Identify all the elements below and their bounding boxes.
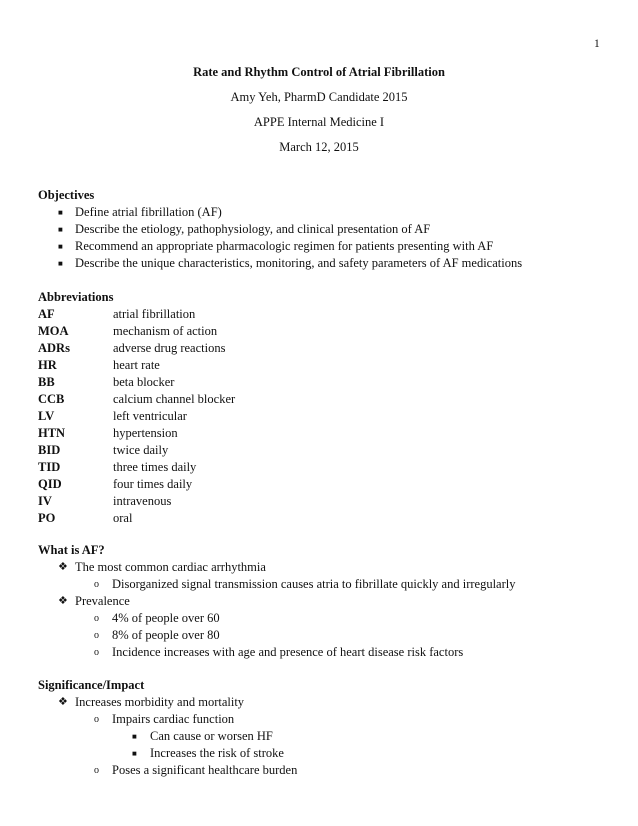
significance-heading: Significance/Impact: [38, 678, 145, 692]
bullet-text: The most common cardiac arrhythmia: [75, 560, 266, 574]
list-item: [38, 221, 618, 238]
abbreviation-meaning: heart rate: [113, 358, 160, 372]
diamond-bullet-icon: ❖: [58, 696, 68, 708]
abbreviation-row: [38, 442, 618, 459]
list-item: [38, 694, 618, 711]
abbreviation-meaning: left ventricular: [113, 409, 187, 423]
list-item: [38, 576, 618, 593]
abbreviation-meaning: atrial fibrillation: [113, 307, 196, 321]
bullet-text: 8% of people over 80: [112, 628, 220, 642]
abbreviation-term: TID: [38, 460, 61, 474]
what-is-af-section: [38, 542, 618, 661]
abbreviation-row: [38, 476, 618, 493]
document-header: [0, 64, 638, 164]
list-item: [38, 593, 618, 610]
list-item: [38, 745, 618, 762]
abbreviation-term: BB: [38, 375, 55, 389]
significance-section: [38, 677, 618, 779]
abbreviation-row: [38, 425, 618, 442]
bullet-text: Disorganized signal transmission causes atria to fibrillate quickly and irregularly: [112, 577, 516, 591]
abbreviation-term: BID: [38, 443, 61, 457]
abbreviation-meaning: beta blocker: [113, 375, 175, 389]
objective-text: Describe the unique characteristics, monitoring, and safety parameters of AF medications: [75, 256, 523, 270]
abbreviation-row: [38, 408, 618, 425]
abbreviation-term: MOA: [38, 324, 69, 338]
objective-text: Recommend an appropriate pharmacologic regimen for patients presenting with AF: [75, 239, 494, 253]
abbreviation-term: HTN: [38, 426, 66, 440]
abbreviation-term: ADRs: [38, 341, 70, 355]
abbreviation-meaning: twice daily: [113, 443, 169, 457]
abbreviation-term: AF: [38, 307, 55, 321]
objectives-section: [38, 187, 618, 272]
abbreviation-meaning: three times daily: [113, 460, 197, 474]
abbreviation-row: [38, 493, 618, 510]
abbreviation-row: [38, 323, 618, 340]
list-item: [38, 559, 618, 576]
list-item: [38, 627, 618, 644]
list-item: [38, 204, 618, 221]
abbreviation-row: [38, 459, 618, 476]
diamond-bullet-icon: ❖: [58, 595, 68, 607]
abbreviation-row: [38, 374, 618, 391]
bullet-text: Impairs cardiac function: [112, 712, 235, 726]
abbreviation-row: [38, 510, 618, 527]
list-item: [38, 644, 618, 661]
abbreviation-term: IV: [38, 494, 52, 508]
square-bullet-icon: ■: [132, 732, 137, 741]
list-item: [38, 728, 618, 745]
abbreviation-term: QID: [38, 477, 62, 491]
diamond-bullet-icon: ❖: [58, 561, 68, 573]
circle-bullet-icon: o: [94, 630, 99, 641]
what-is-af-heading: What is AF?: [38, 543, 105, 557]
bullet-text: Increases morbidity and mortality: [75, 695, 245, 709]
abbreviation-row: [38, 391, 618, 408]
document-author: Amy Yeh, PharmD Candidate 2015: [230, 90, 408, 104]
circle-bullet-icon: o: [94, 765, 99, 776]
bullet-text: Can cause or worsen HF: [150, 729, 273, 743]
square-bullet-icon: ■: [58, 208, 63, 217]
objectives-heading: Objectives: [38, 188, 95, 202]
abbreviations-section: [38, 289, 618, 527]
abbreviation-meaning: adverse drug reactions: [113, 341, 226, 355]
square-bullet-icon: ■: [58, 242, 63, 251]
abbreviation-row: [38, 357, 618, 374]
abbreviation-row: [38, 340, 618, 357]
abbreviation-meaning: mechanism of action: [113, 324, 218, 338]
circle-bullet-icon: o: [94, 647, 99, 658]
list-item: [38, 238, 618, 255]
square-bullet-icon: ■: [132, 749, 137, 758]
circle-bullet-icon: o: [94, 714, 99, 725]
bullet-text: 4% of people over 60: [112, 611, 220, 625]
objective-text: Define atrial fibrillation (AF): [75, 205, 222, 219]
abbreviation-term: PO: [38, 511, 56, 525]
circle-bullet-icon: o: [94, 613, 99, 624]
bullet-text: Increases the risk of stroke: [150, 746, 284, 760]
abbreviation-meaning: hypertension: [113, 426, 178, 440]
square-bullet-icon: ■: [58, 259, 63, 268]
objective-text: Describe the etiology, pathophysiology, and clinical presentation of AF: [75, 222, 431, 236]
abbreviation-meaning: four times daily: [113, 477, 193, 491]
square-bullet-icon: ■: [58, 225, 63, 234]
abbreviations-heading: Abbreviations: [38, 290, 114, 304]
abbreviation-term: CCB: [38, 392, 65, 406]
abbreviation-meaning: oral: [113, 511, 133, 525]
page-number: 1: [594, 38, 600, 50]
abbreviation-meaning: intravenous: [113, 494, 172, 508]
list-item: [38, 610, 618, 627]
abbreviation-row: [38, 306, 618, 323]
list-item: [38, 255, 618, 272]
bullet-text: Poses a significant healthcare burden: [112, 763, 298, 777]
bullet-text: Prevalence: [75, 594, 130, 608]
document-date: March 12, 2015: [279, 140, 359, 154]
abbreviation-term: HR: [38, 358, 57, 372]
document-title: Rate and Rhythm Control of Atrial Fibrillation: [193, 65, 445, 79]
list-item: [38, 711, 618, 728]
circle-bullet-icon: o: [94, 579, 99, 590]
abbreviation-term: LV: [38, 409, 55, 423]
bullet-text: Incidence increases with age and presence of heart disease risk factors: [112, 645, 464, 659]
document-course: APPE Internal Medicine I: [253, 115, 385, 129]
list-item: [38, 762, 618, 779]
abbreviation-meaning: calcium channel blocker: [113, 392, 236, 406]
